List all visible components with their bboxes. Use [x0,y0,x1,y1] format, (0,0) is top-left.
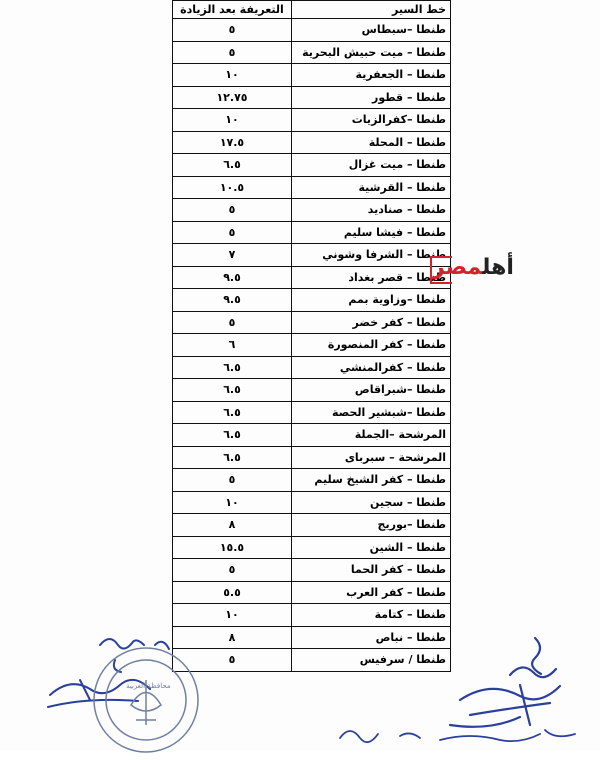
fare-cell: ٦.٥ [173,446,292,469]
table-body [173,19,451,672]
route-cell: طنطا / سرفيس [292,649,451,672]
table-row [173,154,451,177]
route-cell: طنطا – كفر خضر [292,311,451,334]
fare-cell: ١٥.٥ [173,536,292,559]
route-cell: طنطا – كفر الشيخ سليم [292,469,451,492]
fare-cell: ١٢.٧٥ [173,86,292,109]
fare-cell: ٩.٥ [173,289,292,312]
official-seal [86,640,206,760]
fare-cell: ١٧.٥ [173,131,292,154]
table-row [173,19,451,42]
table-row [173,536,451,559]
route-cell: طنطا – كفر العرب [292,581,451,604]
fare-cell: ٧ [173,244,292,267]
fare-cell: ١٠.٥ [173,176,292,199]
route-cell: طنطا – الشين [292,536,451,559]
route-cell: طنطا – قطور [292,86,451,109]
logo-text-masr: مصر [432,255,483,280]
fare-cell: ٥ [173,221,292,244]
route-cell: طنطا –وزاوية بمم [292,289,451,312]
route-cell: طنطا – قصر بغداد [292,266,451,289]
fare-cell: ٦.٥ [173,379,292,402]
route-cell: طنطا –سبطاس [292,19,451,42]
route-cell: طنطا – كتامة [292,604,451,627]
route-cell: طنطا – نباص [292,626,451,649]
route-cell: طنطا –شبراقاص [292,379,451,402]
route-cell: طنطا – فيشا سليم [292,221,451,244]
route-cell: المرشحة –الجملة [292,424,451,447]
table-row [173,86,451,109]
fare-cell: ٥ [173,41,292,64]
table-row [173,604,451,627]
fare-cell: ٦.٥ [173,424,292,447]
fare-cell: ٦.٥ [173,154,292,177]
route-cell: طنطا – ميت حبيش البحرية [292,41,451,64]
table-row [173,469,451,492]
site-logo [432,254,514,282]
table-row [173,424,451,447]
fare-cell: ١٠ [173,491,292,514]
route-cell: طنطا – كفر المنصورة [292,334,451,357]
logo-frame [430,256,452,284]
route-cell: طنطا – صناديد [292,199,451,222]
seal-text: محافظة الغربية [126,682,171,690]
fare-cell: ٨ [173,514,292,537]
table-row [173,334,451,357]
route-cell: طنطا – المحلة [292,131,451,154]
route-cell: طنطا – الجعفرية [292,64,451,87]
fare-cell: ٦ [173,334,292,357]
table-row [173,446,451,469]
table-row [173,581,451,604]
fare-cell: ١٠ [173,604,292,627]
route-cell: طنطا – الشرفا وشوني [292,244,451,267]
table-row [173,356,451,379]
table-row [173,649,451,672]
route-cell: طنطا –بوريج [292,514,451,537]
fare-cell: ٦.٥ [173,401,292,424]
signature-bottom [330,718,590,751]
route-cell: طنطا – ميت غزال [292,154,451,177]
fare-cell: ٦.٥ [173,356,292,379]
table-row [173,311,451,334]
header-fare: التعريفة بعد الزيادة [173,1,292,19]
table-row [173,176,451,199]
fare-cell: ٥ [173,649,292,672]
route-cell: طنطا –كفرالزيات [292,109,451,132]
fare-cell: ٥ [173,469,292,492]
table-row [173,221,451,244]
route-cell: طنطا – كفر الحما [292,559,451,582]
table-row [173,131,451,154]
fare-table [172,0,451,672]
fare-cell: ١٠ [173,109,292,132]
fare-cell: ٥ [173,199,292,222]
table-row [173,491,451,514]
fare-cell: ٥.٥ [173,581,292,604]
table-row [173,266,451,289]
route-cell: المرشحة – سبرباى [292,446,451,469]
fare-cell: ١٠ [173,64,292,87]
route-cell: طنطا –شبشير الحصة [292,401,451,424]
table-row [173,41,451,64]
table-row [173,109,451,132]
route-cell: طنطا – كفرالمنشي [292,356,451,379]
header-route: خط السير [292,1,451,19]
fare-cell: ٥ [173,311,292,334]
table-row [173,199,451,222]
route-cell: طنطا – سجين [292,491,451,514]
table-row [173,64,451,87]
table-row [173,379,451,402]
fare-cell: ٨ [173,626,292,649]
table-row [173,244,451,267]
fare-cell: ٥ [173,559,292,582]
table-row [173,289,451,312]
logo-text-ahl: أهل [482,255,514,280]
table-row [173,559,451,582]
table-row [173,514,451,537]
table-header-row [173,1,451,19]
fare-cell: ٥ [173,19,292,42]
fare-cell: ٩.٥ [173,266,292,289]
table-row [173,401,451,424]
route-cell: طنطا – القرشية [292,176,451,199]
table-row [173,626,451,649]
